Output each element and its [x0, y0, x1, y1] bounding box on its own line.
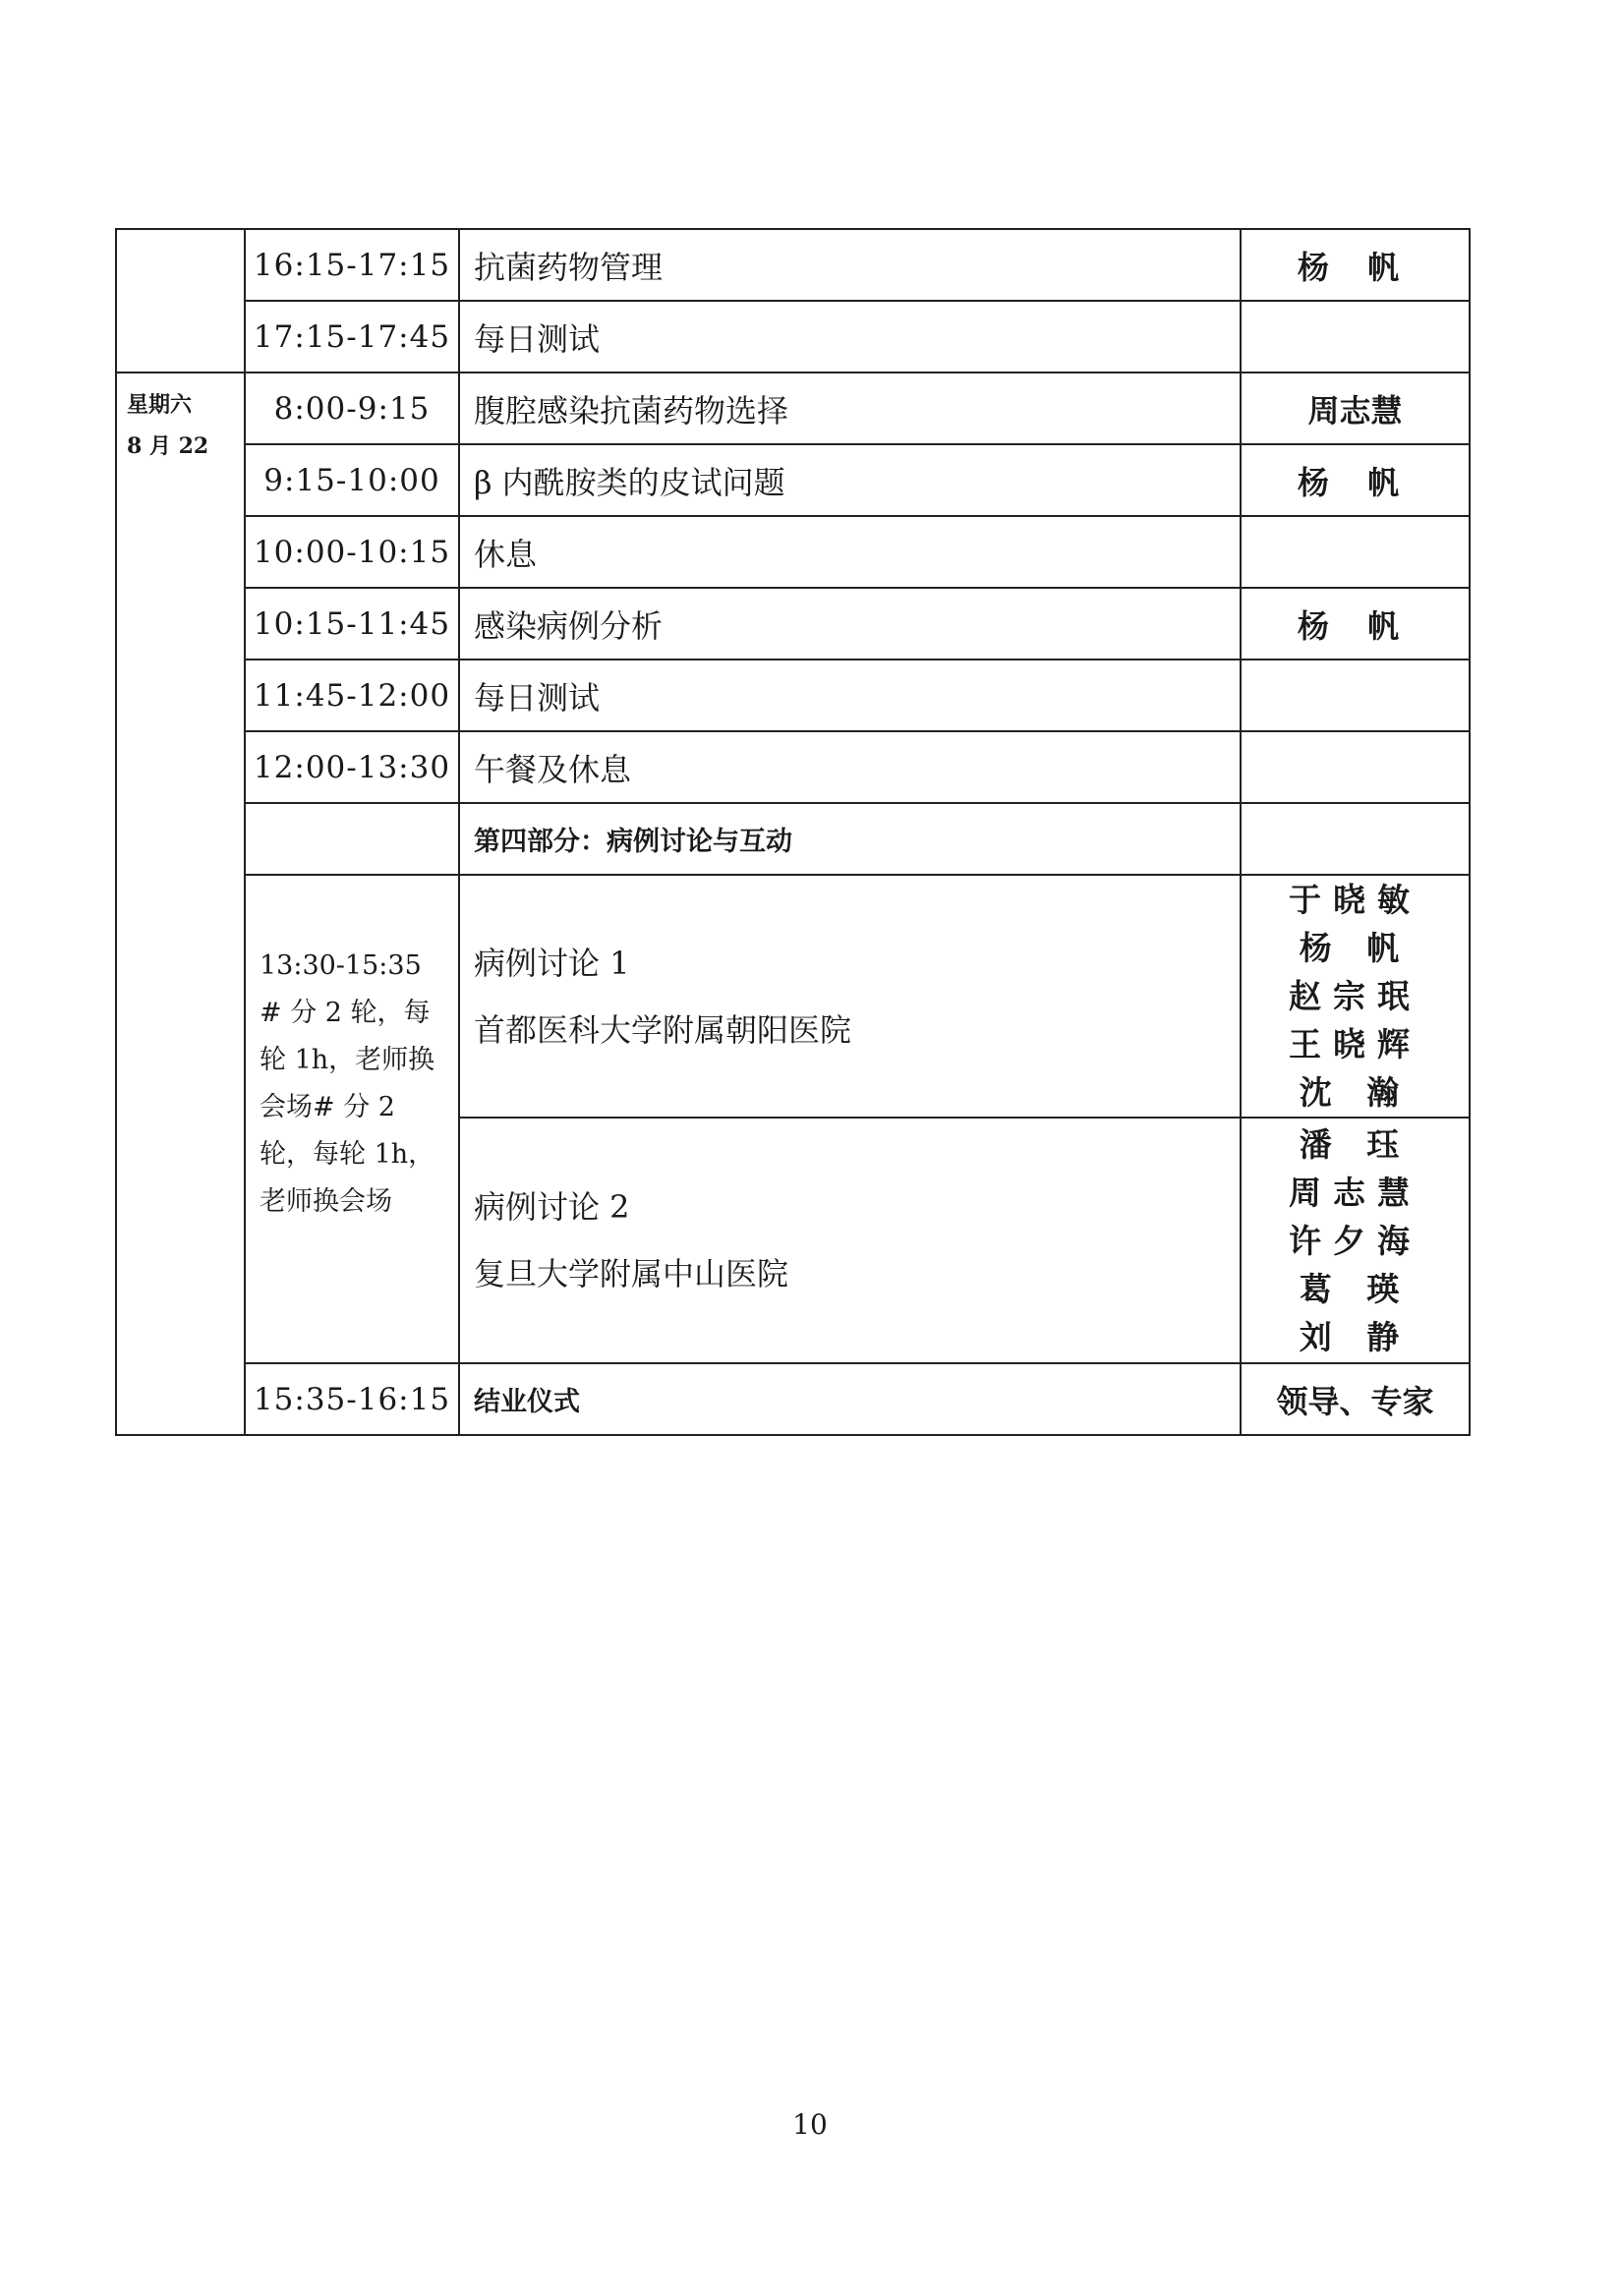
date-label: 8 月 22	[127, 432, 209, 459]
time-cell: 10:00-10:15	[245, 516, 459, 588]
speaker-name: 赵宗珉	[1289, 977, 1421, 1015]
topic-cell: β 内酰胺类的皮试问题	[459, 444, 1241, 516]
day-cell-empty	[116, 229, 245, 373]
time-cell: 9:15-10:00	[245, 444, 459, 516]
topic-cell: 结业仪式	[459, 1363, 1241, 1435]
speaker-name: 周志慧	[1289, 1173, 1421, 1212]
topic-cell: 腹腔感染抗菌药物选择	[459, 373, 1241, 444]
topic-cell: 感染病例分析	[459, 588, 1241, 660]
speaker-cell	[1241, 301, 1470, 373]
topic-cell: 抗菌药物管理	[459, 229, 1241, 301]
topic-cell: 午餐及休息	[459, 731, 1241, 803]
table-row	[116, 875, 1470, 1118]
case-hospital: 复旦大学附属中山医院	[474, 1255, 789, 1292]
topic-cell: 每日测试	[459, 301, 1241, 373]
table-row	[116, 1363, 1470, 1435]
table-row	[116, 444, 1470, 516]
case-discussion-1	[459, 875, 1241, 1118]
table-row	[116, 229, 1470, 301]
time-cell: 12:00-13:30	[245, 731, 459, 803]
time-cell: 8:00-9:15	[245, 373, 459, 444]
day-label: 星期六	[127, 392, 193, 418]
speaker-cell	[1241, 516, 1470, 588]
time-cell-empty	[245, 803, 459, 875]
time-cell: 11:45-12:00	[245, 660, 459, 731]
speaker-name: 许夕海	[1289, 1221, 1421, 1260]
speaker-cell: 杨 帆	[1241, 229, 1470, 301]
table-row	[116, 660, 1470, 731]
case-hospital: 首都医科大学附属朝阳医院	[474, 1010, 852, 1049]
page-number: 10	[792, 2108, 828, 2141]
table-row	[116, 588, 1470, 660]
speaker-cell: 杨 帆	[1241, 588, 1470, 660]
speaker-name: 于晓敏	[1289, 881, 1421, 919]
speaker-name: 葛 瑛	[1299, 1269, 1412, 1308]
time-cell: 16:15-17:15	[245, 229, 459, 301]
speaker-name: 刘 静	[1299, 1317, 1412, 1356]
speaker-cell: 周志慧	[1241, 373, 1470, 444]
speaker-cell: 杨 帆	[1241, 444, 1470, 516]
table-row	[116, 731, 1470, 803]
speaker-cell-empty	[1241, 803, 1470, 875]
schedule-table	[115, 228, 1471, 1436]
speaker-name: 杨 帆	[1299, 929, 1412, 967]
case-time-cell: 13:30-15:35 # 分 2 轮，每轮 1h，老师换会场# 分 2 轮，每轮 1h，老师换会场	[245, 875, 459, 1363]
table-row	[116, 301, 1470, 373]
speaker-name: 潘 珏	[1299, 1124, 1412, 1164]
table-row	[116, 373, 1470, 444]
table-row	[116, 803, 1470, 875]
topic-cell: 休息	[459, 516, 1241, 588]
speaker-name: 沈 瀚	[1299, 1073, 1412, 1112]
time-cell: 10:15-11:45	[245, 588, 459, 660]
topic-cell: 每日测试	[459, 660, 1241, 731]
table-row	[116, 516, 1470, 588]
case-speakers	[1241, 875, 1470, 1118]
time-cell: 17:15-17:45	[245, 301, 459, 373]
time-cell: 15:35-16:15	[245, 1363, 459, 1435]
speaker-name: 王晓辉	[1289, 1025, 1421, 1063]
day-cell	[116, 373, 245, 1435]
case-discussion-2	[459, 1118, 1241, 1363]
case-title: 病例讨论 1	[474, 944, 630, 982]
section-header: 第四部分：病例讨论与互动	[459, 803, 1241, 875]
speaker-cell	[1241, 731, 1470, 803]
case-title: 病例讨论 2	[474, 1188, 630, 1226]
case-speakers	[1241, 1118, 1470, 1363]
speaker-cell	[1241, 660, 1470, 731]
speaker-cell: 领导、专家	[1241, 1363, 1470, 1435]
